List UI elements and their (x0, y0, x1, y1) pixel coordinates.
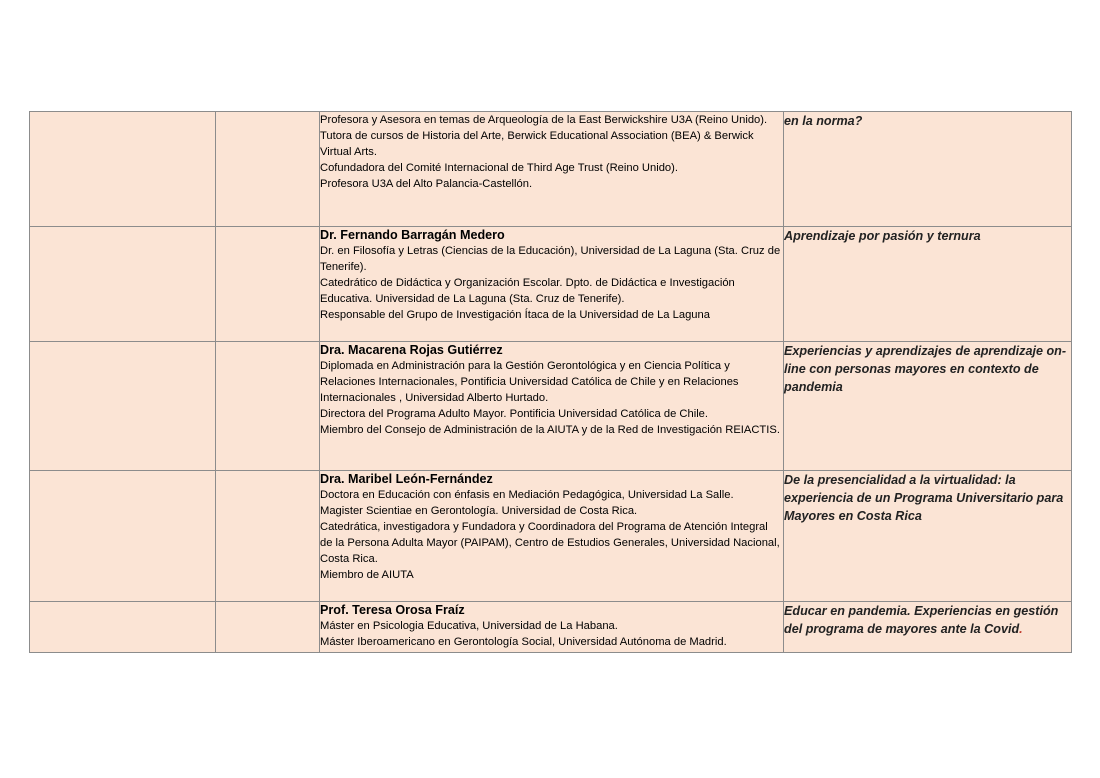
talk-title-cell (784, 602, 1072, 653)
bio-line: Tutora de cursos de Historia del Arte, Berwick Educational Association (BEA) & Berwick Virtual Arts. (320, 130, 754, 158)
empty-cell (216, 602, 320, 653)
speaker-name: Dra. Macarena Rojas Gutiérrez (320, 343, 503, 357)
talk-title: Aprendizaje por pasión y ternura (784, 229, 981, 243)
speaker-name: Dra. Maribel León-Fernández (320, 472, 493, 486)
bio-line: Máster Iberoamericano en Gerontología Social, Universidad Autónoma de Madrid. (320, 636, 727, 648)
bio-line: Diplomada en Administración para la Gestión Gerontológica y en Ciencia Política y Relaciones Internacionales, Pontificia Universidad Católica de Chile y en Relaciones Internacionales , Universidad Alberto Hurtado. (320, 360, 739, 404)
speakers-table (29, 111, 1072, 653)
talk-title: Educar en pandemia. Experiencias en gestión del programa de mayores ante la Covid (784, 604, 1059, 636)
bio-line: Profesora U3A del Alto Palancia-Castellón. (320, 178, 533, 190)
talk-title-cell (784, 471, 1072, 602)
bio-line: Máster en Psicologia Educativa, Universidad de La Habana. (320, 620, 618, 632)
talk-title: De la presencialidad a la virtualidad: la experiencia de un Programa Universitario para Mayores en Costa Rica (784, 473, 1064, 523)
empty-cell (30, 342, 216, 471)
table-row (30, 112, 1072, 227)
bio-line: Magister Scientiae en Gerontología. Universidad de Costa Rica. (320, 505, 638, 517)
speaker-bio-cell (320, 602, 784, 653)
table-row (30, 471, 1072, 602)
talk-title-cell (784, 342, 1072, 471)
talk-title-cell (784, 112, 1072, 227)
bio-line: Cofundadora del Comité Internacional de Third Age Trust (Reino Unido). (320, 162, 678, 174)
bio-line: Dr. en Filosofía y Letras (Ciencias de la Educación), Universidad de La Laguna (Sta. Cruz de Tenerife). (320, 245, 781, 273)
talk-title: en la norma? (784, 114, 863, 128)
bio-line: Responsable del Grupo de Investigación Ítaca de la Universidad de La Laguna (320, 309, 710, 321)
speaker-name: Prof. Teresa Orosa Fraíz (320, 603, 465, 617)
empty-cell (216, 471, 320, 602)
speaker-bio-cell (320, 227, 784, 342)
talk-title-cell (784, 227, 1072, 342)
bio-line: Miembro de AIUTA (320, 569, 414, 581)
empty-cell (30, 471, 216, 602)
empty-cell (30, 112, 216, 227)
bio-line: Catedrático de Didáctica y Organización Escolar. Dpto. de Didáctica e Investigación Educativa. Universidad de La Laguna (Sta. Cruz de Tenerife). (320, 277, 735, 305)
bio-line: Doctora en Educación con énfasis en Mediación Pedagógica, Universidad La Salle. (320, 489, 734, 501)
table-row (30, 227, 1072, 342)
table-row (30, 602, 1072, 653)
speaker-bio-cell (320, 471, 784, 602)
talk-title: Experiencias y aprendizajes de aprendizaje on-line con personas mayores en contexto de pandemia (784, 344, 1067, 394)
empty-cell (30, 227, 216, 342)
bio-line: Directora del Programa Adulto Mayor. Pontificia Universidad Católica de Chile. (320, 408, 709, 420)
bio-line: Miembro del Consejo de Administración de la AIUTA y de la Red de Investigación REIACTIS. (320, 424, 780, 436)
speaker-name: Dr. Fernando Barragán Medero (320, 228, 505, 242)
empty-cell (216, 342, 320, 471)
table-row (30, 342, 1072, 471)
speaker-bio-cell (320, 112, 784, 227)
talk-title-period: . (1019, 622, 1023, 636)
speaker-bio-cell (320, 342, 784, 471)
bio-line: Catedrática, investigadora y Fundadora y Coordinadora del Programa de Atención Integral de la Persona Adulta Mayor (PAIPAM), Centro de Estudios Generales, Universidad Nacional, Costa Rica. (320, 521, 780, 565)
bio-line: Profesora y Asesora en temas de Arqueología de la East Berwickshire U3A (Reino Unido). (320, 114, 768, 126)
empty-cell (30, 602, 216, 653)
empty-cell (216, 112, 320, 227)
empty-cell (216, 227, 320, 342)
